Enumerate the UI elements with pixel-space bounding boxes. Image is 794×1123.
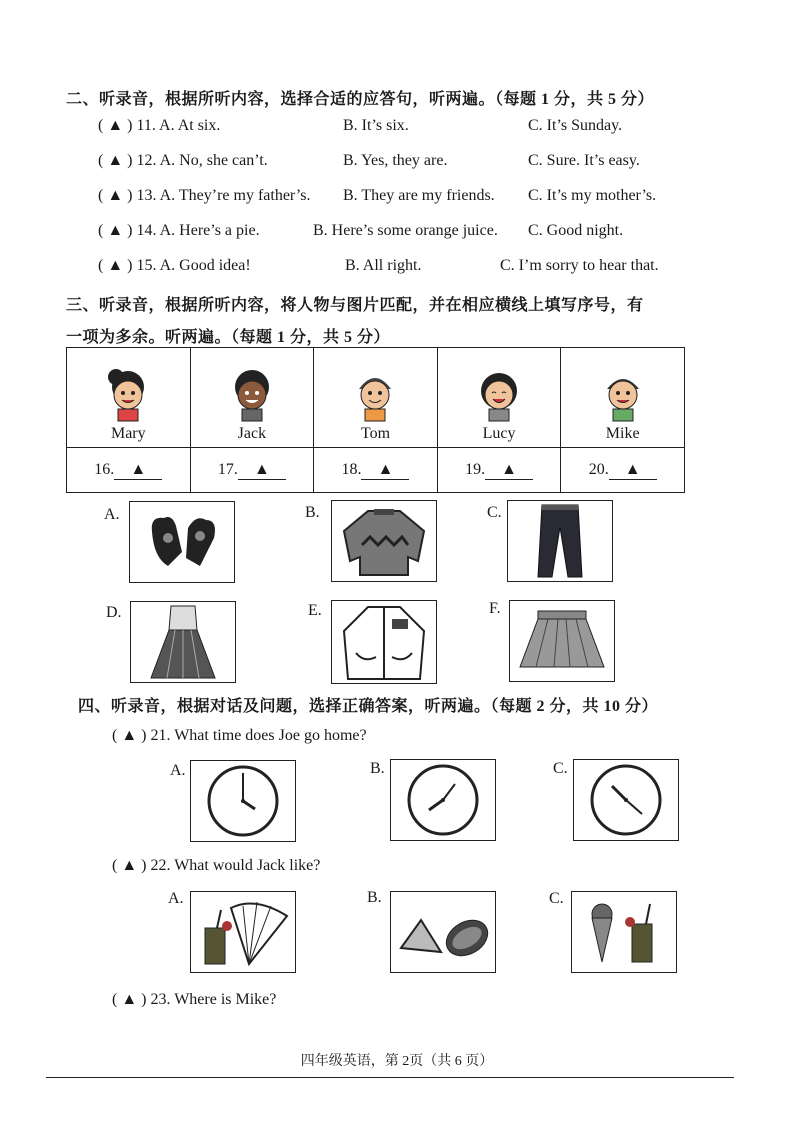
jacket-icon	[332, 601, 436, 683]
answer-blank-17[interactable]: 17. ▲	[190, 448, 314, 493]
q22-option-b-image	[390, 891, 496, 973]
person-cell-tom	[314, 348, 438, 448]
option-letter-b: B.	[305, 504, 320, 521]
question-21: ( ▲ ) 21. What time does Joe go home?	[112, 727, 367, 744]
boy-face-icon	[345, 363, 405, 423]
q21-option-letter-a: A.	[170, 762, 186, 779]
q22-option-letter-b: B.	[367, 889, 382, 906]
section-2-title: 二、听录音，根据所听内容，选择合适的应答句，听两遍。（每题 1 分，共 5 分）	[66, 91, 655, 108]
option-letter-d: D.	[106, 604, 122, 621]
answer-blank-19[interactable]: 19. ▲	[437, 448, 561, 493]
question-11-option-c: C. It’s Sunday.	[528, 117, 623, 134]
section-4-title: 四、听录音，根据对话及问题，选择正确答案，听两遍。（每题 2 分，共 10 分）	[78, 698, 659, 715]
option-f-image	[509, 600, 615, 682]
q21-option-c-image	[573, 759, 679, 841]
question-13-option-b: B. They are my friends.	[343, 187, 495, 204]
matching-table	[66, 347, 685, 493]
boy-face-icon	[222, 363, 282, 423]
answer-blank-18[interactable]: 18. ▲	[314, 448, 438, 493]
option-e-image	[331, 600, 437, 684]
q21-option-letter-c: C.	[553, 760, 568, 777]
skirt-icon	[510, 601, 614, 681]
answer-blank-20[interactable]: 20. ▲	[561, 448, 685, 493]
question-15: ( ▲ ) 15. A. Good idea!	[98, 257, 251, 274]
q22-option-c-image	[571, 891, 677, 973]
clock-icon	[191, 761, 295, 841]
person-name: Jack	[237, 425, 267, 442]
dress-icon	[131, 602, 235, 682]
option-a-image	[129, 501, 235, 583]
sweater-icon	[332, 501, 436, 581]
page-footer: 四年级英语，第 2页（共 6 页）	[300, 1054, 494, 1069]
option-c-image	[507, 500, 613, 582]
q22-option-letter-c: C.	[549, 890, 564, 907]
question-13-option-c: C. It’s my mother’s.	[528, 187, 657, 204]
juice-and-fan-icon	[191, 892, 295, 972]
clock-icon	[574, 760, 678, 840]
question-11: ( ▲ ) 11. A. At six.	[98, 117, 221, 134]
jeans-icon	[508, 501, 612, 581]
q22-option-letter-a: A.	[168, 890, 184, 907]
q21-option-b-image	[390, 759, 496, 841]
person-cell-mary	[67, 348, 191, 448]
question-12: ( ▲ ) 12. A. No, she can’t.	[98, 152, 268, 169]
question-14-option-b: B. Here’s some orange juice.	[313, 222, 498, 239]
person-name: Lucy	[482, 425, 516, 442]
person-cell-jack	[190, 348, 314, 448]
question-14-option-c: C. Good night.	[528, 222, 624, 239]
question-15-option-c: C. I’m sorry to hear that.	[500, 257, 659, 274]
question-14: ( ▲ ) 14. A. Here’s a pie.	[98, 222, 260, 239]
question-11-option-b: B. It’s six.	[343, 117, 409, 134]
person-name: Mike	[605, 425, 640, 442]
question-23: ( ▲ ) 23. Where is Mike?	[112, 991, 277, 1008]
person-name: Tom	[360, 425, 391, 442]
question-13: ( ▲ ) 13. A. They’re my father’s.	[98, 187, 311, 204]
girl-face-icon	[469, 363, 529, 423]
answer-blank-16[interactable]: 16. ▲	[67, 448, 191, 493]
option-letter-f: F.	[489, 600, 501, 617]
girl-face-icon	[98, 363, 158, 423]
question-12-option-c: C. Sure. It’s easy.	[528, 152, 640, 169]
q21-option-letter-b: B.	[370, 760, 385, 777]
q21-option-a-image	[190, 760, 296, 842]
section-3-title-line2: 一项为多余。听两遍。（每题 1 分，共 5 分）	[66, 329, 391, 346]
option-letter-a: A.	[104, 506, 120, 523]
sandwich-and-hotdog-icon	[391, 892, 495, 972]
mittens-icon	[130, 502, 234, 582]
person-cell-mike	[561, 348, 685, 448]
question-22: ( ▲ ) 22. What would Jack like?	[112, 857, 321, 874]
ice-cream-and-juice-icon	[572, 892, 676, 972]
person-name: Mary	[110, 425, 146, 442]
section-3-title-line1: 三、听录音，根据所听内容，将人物与图片匹配，并在相应横线上填写序号，有	[66, 297, 644, 314]
bottom-divider	[46, 1077, 734, 1078]
q22-option-a-image	[190, 891, 296, 973]
question-15-option-b: B. All right.	[345, 257, 422, 274]
person-cell-lucy	[437, 348, 561, 448]
option-letter-c: C.	[487, 504, 502, 521]
clock-icon	[391, 760, 495, 840]
option-d-image	[130, 601, 236, 683]
option-letter-e: E.	[308, 602, 322, 619]
boy-face-icon	[593, 363, 653, 423]
question-12-option-b: B. Yes, they are.	[343, 152, 448, 169]
option-b-image	[331, 500, 437, 582]
